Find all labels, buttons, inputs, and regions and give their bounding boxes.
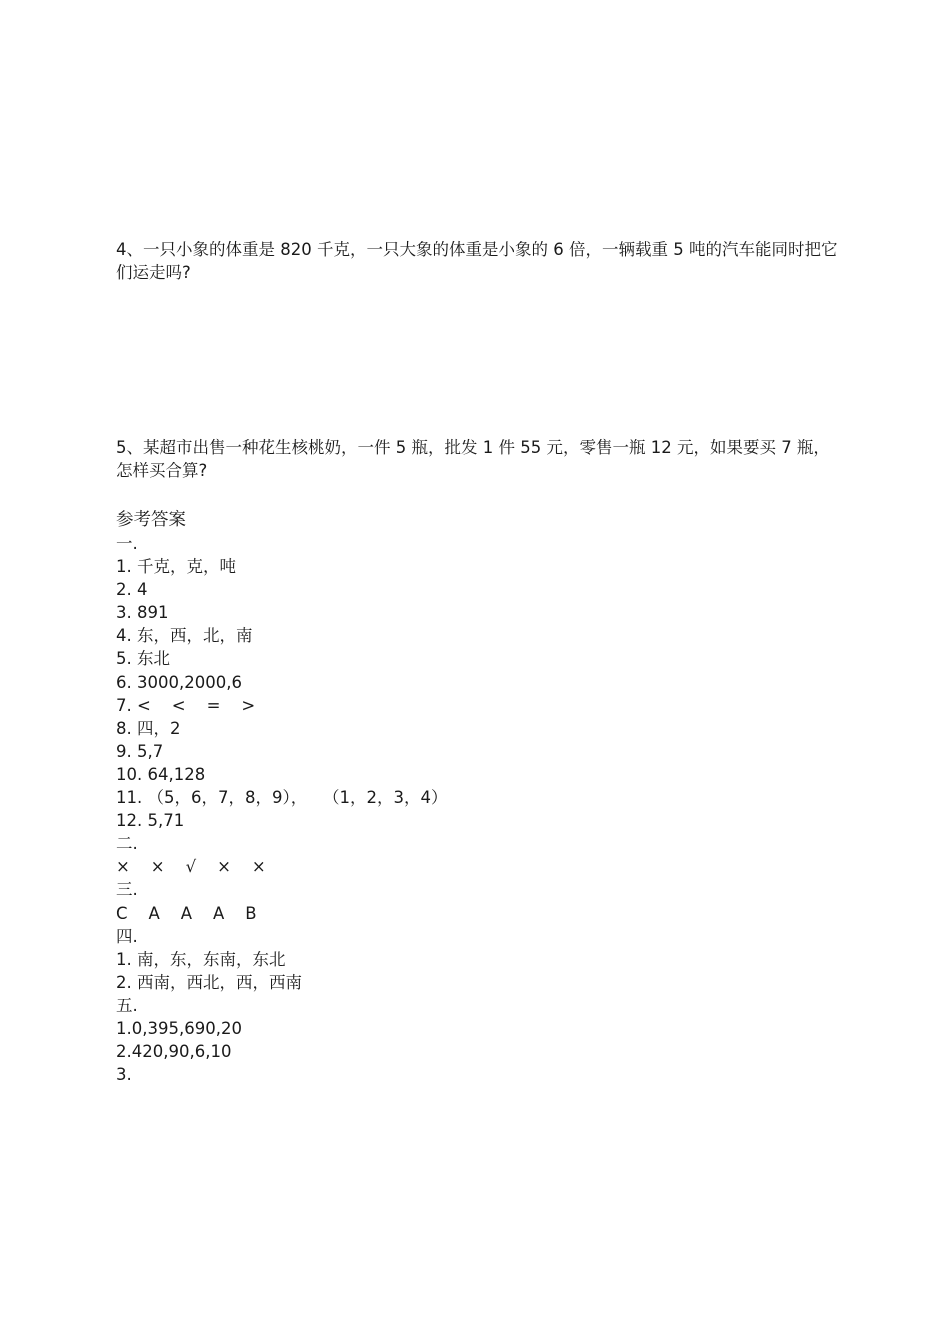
- answer-line: 3. 891: [116, 603, 169, 623]
- answer-line: 9. 5,7: [116, 741, 164, 761]
- answer-line: 11. （5，6，7，8，9）， （1，2，3，4）: [116, 788, 448, 808]
- answer-line: × × √ × ×: [116, 857, 266, 877]
- question-5: 5、某超市出售一种花生核桃奶，一件 5 瓶，批发 1 件 55 元，零售一瓶 12 元，如果要买 7 瓶，怎样买合算?: [116, 438, 830, 480]
- answer-key: [116, 509, 816, 1086]
- answer-line: 3.: [116, 1065, 132, 1085]
- answer-line: 8. 四，2: [116, 718, 181, 738]
- answer-line: 5. 东北: [116, 649, 170, 669]
- answer-line: 2. 4: [116, 580, 148, 600]
- answer-line: 10. 64,128: [116, 764, 206, 784]
- answer-line: 2.420,90,6,10: [116, 1042, 232, 1062]
- question-4: 4、一只小象的体重是 820 千克，一只大象的体重是小象的 6 倍，一辆载重 5 吨的汽车能同时把它们运走吗?: [116, 240, 838, 282]
- answer-line: 2. 西南，西北，西，西南: [116, 972, 302, 992]
- answer-line: 三.: [116, 880, 138, 900]
- answer-line: 6. 3000,2000,6: [116, 672, 242, 692]
- answer-key-title: 参考答案: [116, 510, 186, 530]
- answer-line: 7. < < = >: [116, 695, 256, 715]
- answer-line: 五.: [116, 995, 138, 1015]
- answer-line: 1. 南，东，东南，东北: [116, 949, 286, 969]
- answer-line: 4. 东，西，北，南: [116, 626, 253, 646]
- answer-line: 1. 千克，克，吨: [116, 557, 236, 577]
- answer-line: C A A A B: [116, 903, 257, 923]
- answer-line: 二.: [116, 834, 138, 854]
- answer-line: 1.0,395,690,20: [116, 1018, 242, 1038]
- answer-line: 四.: [116, 926, 138, 946]
- answer-line: 一.: [116, 534, 138, 553]
- answer-line: 12. 5,71: [116, 811, 185, 831]
